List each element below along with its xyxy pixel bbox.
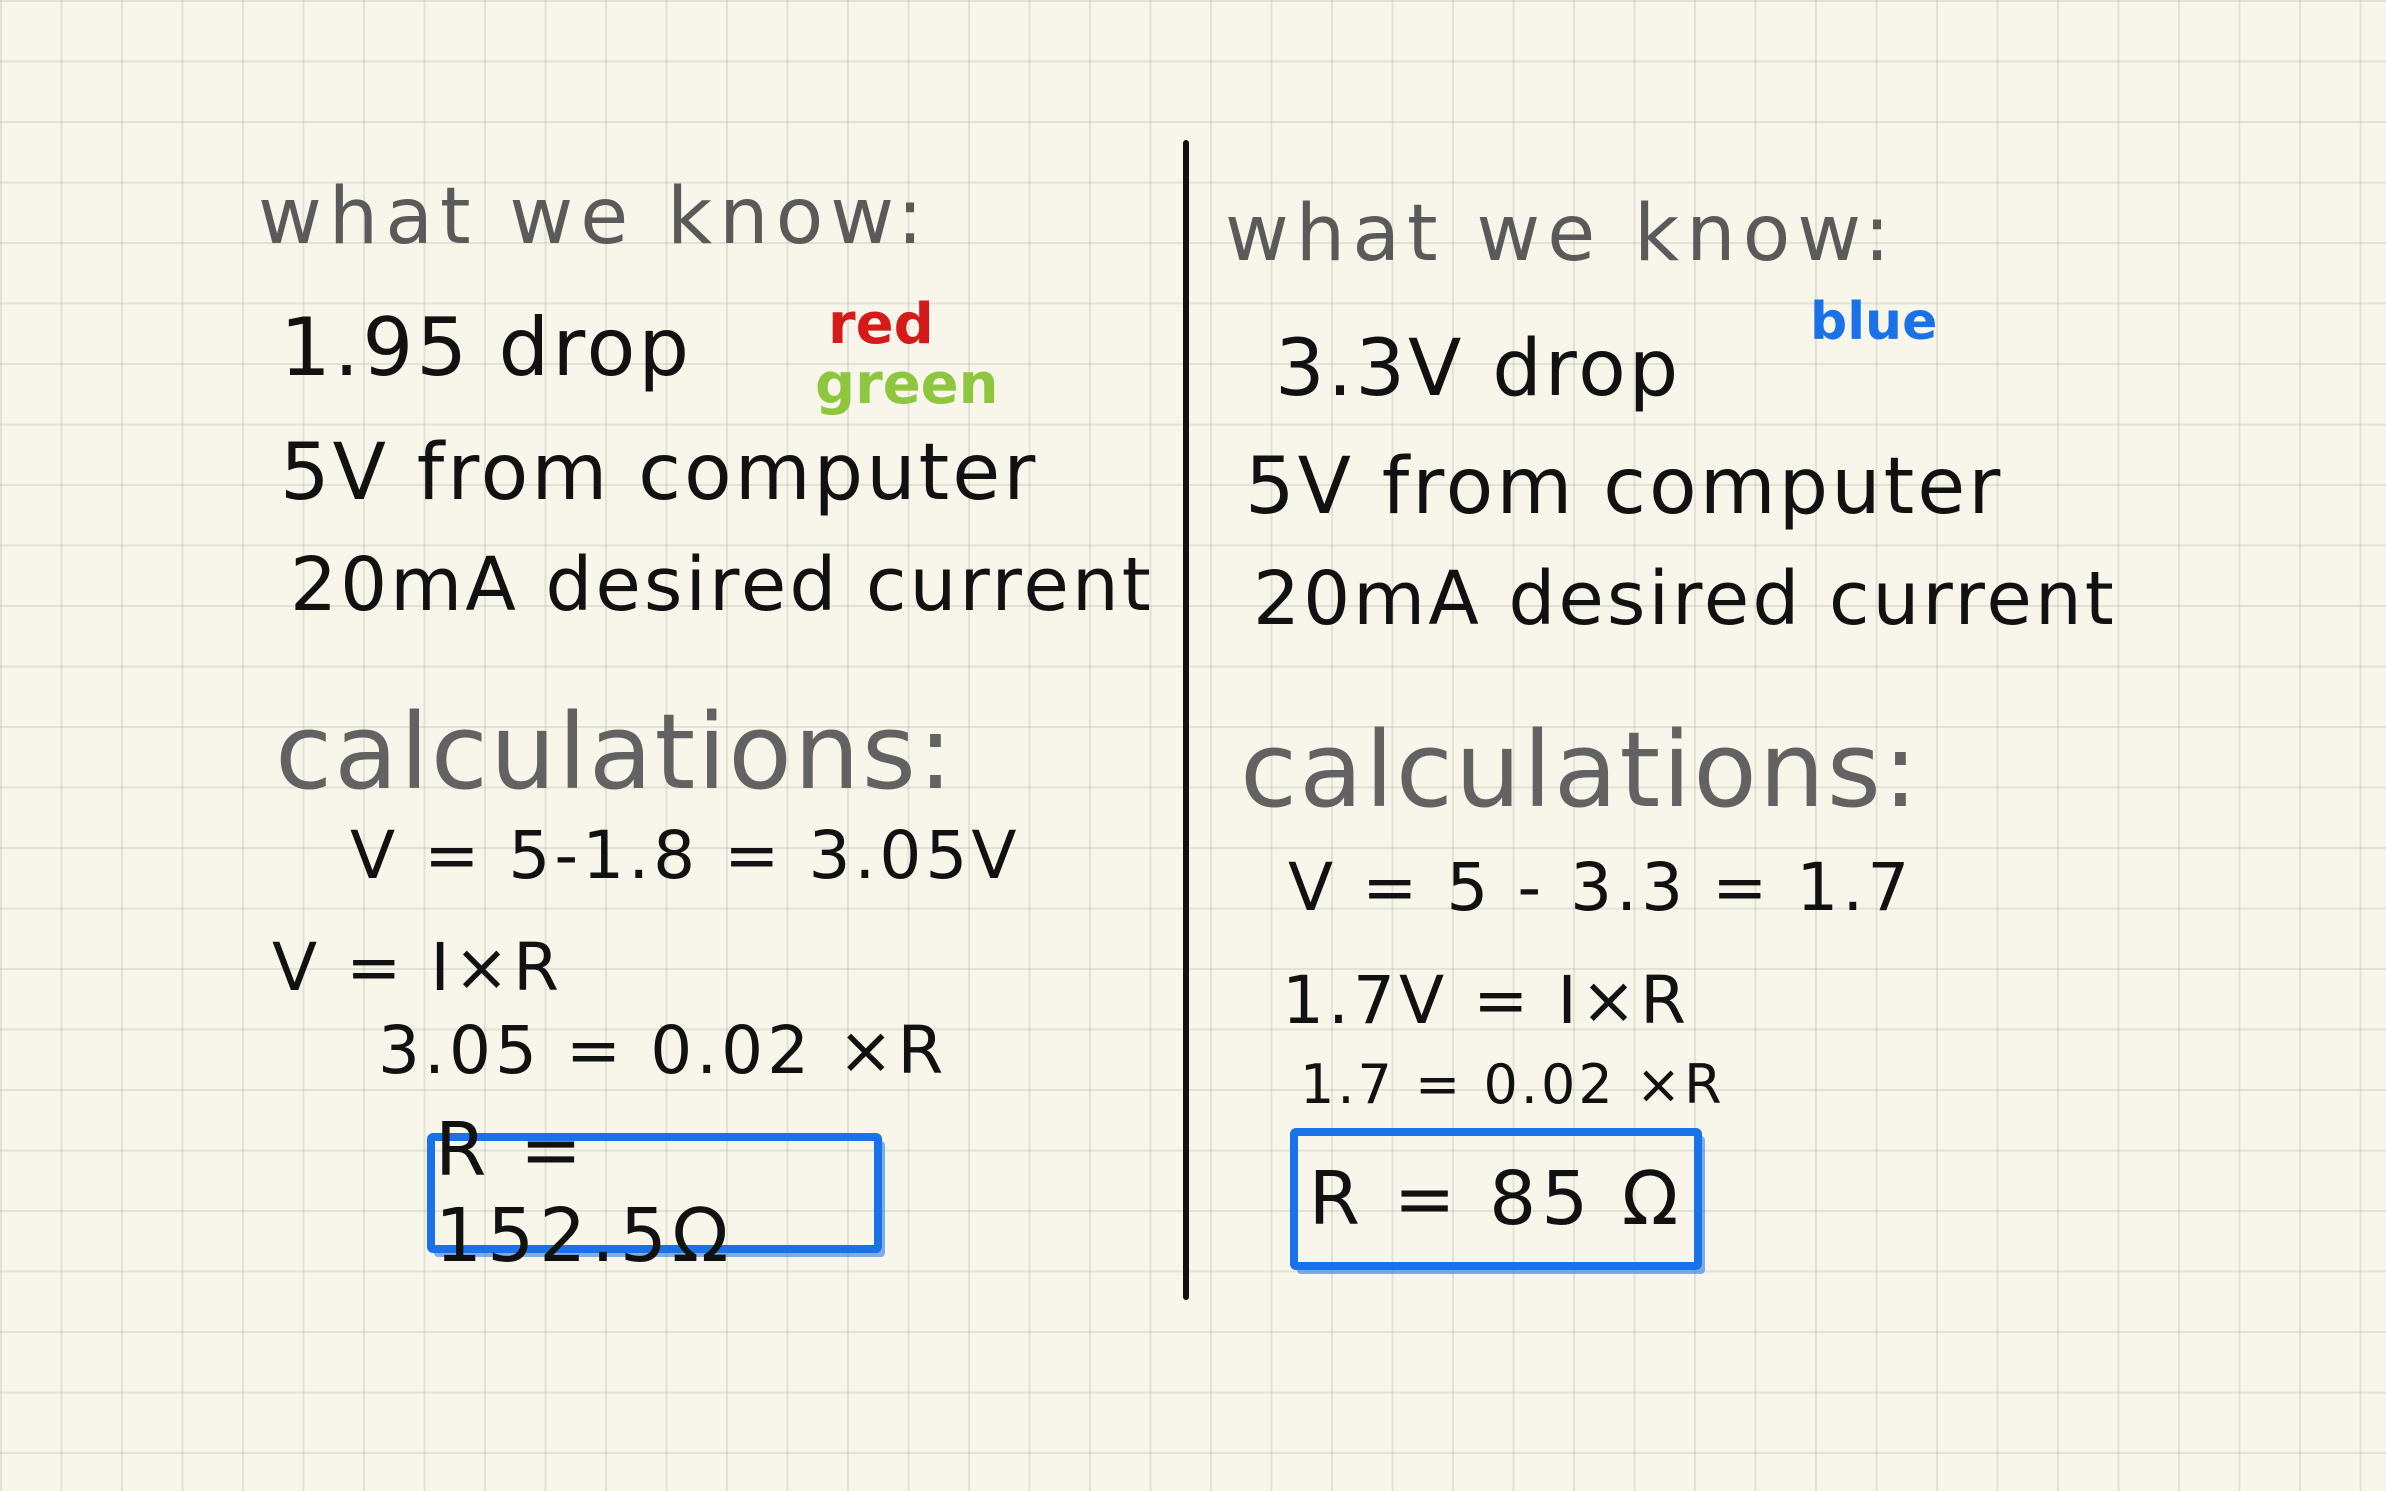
right-calc-2: 1.7V = I×R bbox=[1282, 962, 1690, 1039]
right-source: 5V from computer bbox=[1245, 442, 2004, 532]
left-calc-heading: calculations: bbox=[275, 691, 955, 813]
left-calc-2: V = I×R bbox=[272, 929, 564, 1006]
right-result: R = 85 Ω bbox=[1308, 1156, 1684, 1242]
left-calc-3: 3.05 = 0.02 ×R bbox=[378, 1012, 948, 1089]
left-result: R = 152.5Ω bbox=[435, 1107, 734, 1279]
right-result-box bbox=[1290, 1128, 1702, 1270]
left-source: 5V from computer bbox=[280, 428, 1039, 518]
column-divider bbox=[1183, 140, 1189, 1300]
right-current: 20mA desired current bbox=[1253, 556, 2117, 642]
right-calc-1: V = 5 - 3.3 = 1.7 bbox=[1288, 849, 1914, 926]
left-heading: what we know: bbox=[258, 172, 931, 262]
left-result-box bbox=[427, 1107, 882, 1279]
right-heading: what we know: bbox=[1225, 189, 1898, 279]
left-drop: 1.95 drop bbox=[280, 301, 693, 394]
left-calc-1: V = 5-1.8 = 3.05V bbox=[350, 817, 1021, 894]
left-note-green: green bbox=[815, 352, 999, 417]
left-note-red: red bbox=[828, 292, 934, 357]
right-note-blue: blue bbox=[1810, 292, 1938, 352]
left-current: 20mA desired current bbox=[290, 542, 1154, 628]
right-drop: 3.3V drop bbox=[1275, 324, 1682, 414]
right-calc-heading: calculations: bbox=[1240, 709, 1920, 831]
right-calc-3: 1.7 = 0.02 ×R bbox=[1300, 1053, 1725, 1116]
